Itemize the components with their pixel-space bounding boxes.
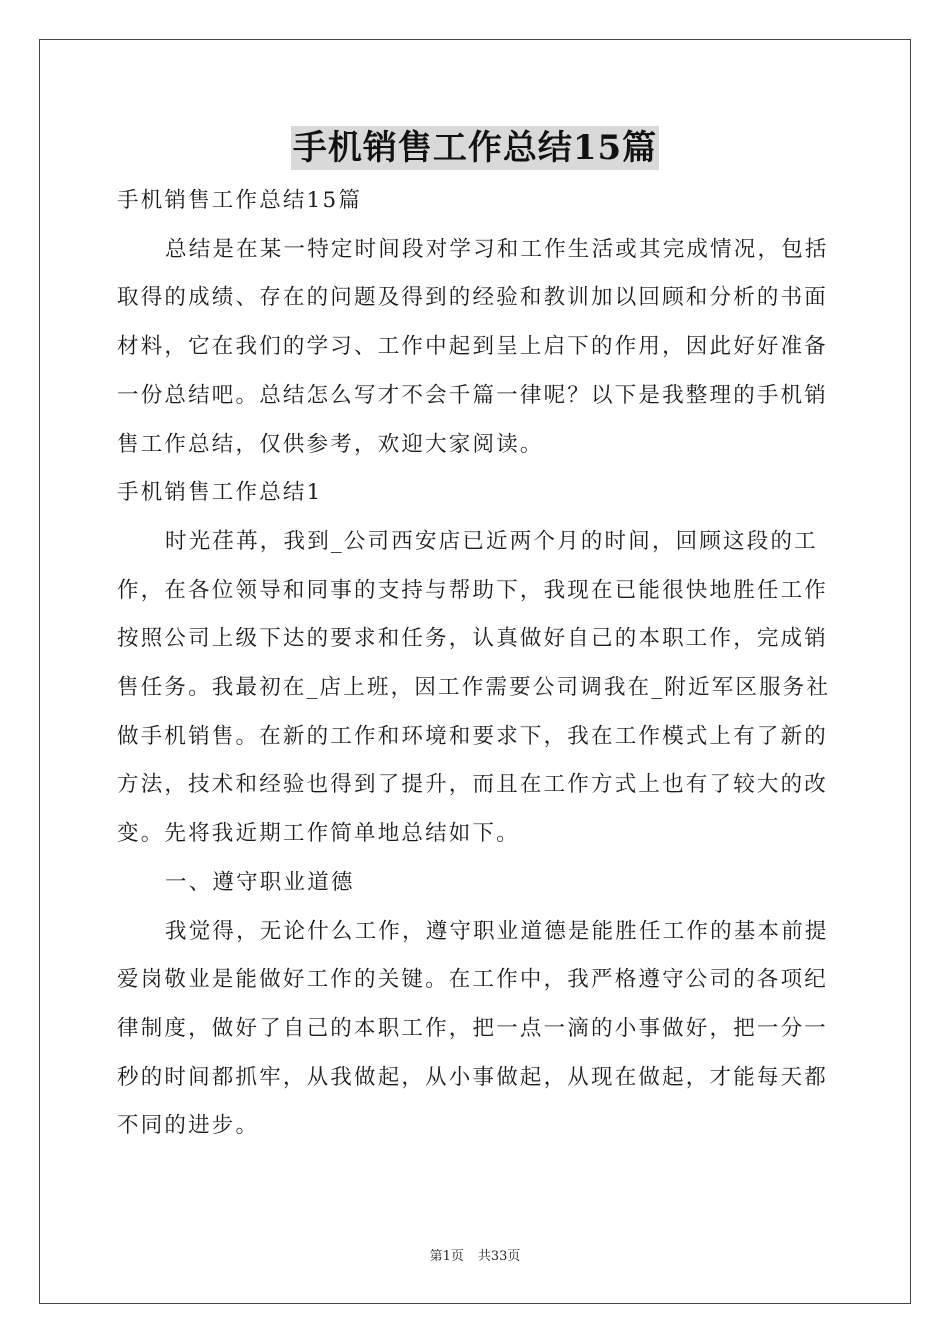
text-line: 手机销售工作总结1 [117, 480, 323, 506]
text-line: 作，在各位领导和同事的支持与帮助下，我现在已能很快地胜任工作 [117, 577, 829, 603]
text-line: 秒的时间都抓牢，从我做起，从小事做起，从现在做起，才能每天都 [117, 1064, 829, 1090]
text-line: 变。先将我近期工作简单地总结如下。 [117, 821, 520, 847]
text-line: 售工作总结，仅供参考，欢迎大家阅读。 [117, 431, 544, 457]
text-line: 时光荏苒，我到_公司西安店已近两个月的时间，回顾这段的工 [165, 528, 818, 554]
page-total: 共33页 [477, 1249, 521, 1264]
text-line: 爱岗敬业是能做好工作的关键。在工作中，我严格遵守公司的各项纪 [117, 967, 829, 993]
page-footer [0, 1248, 950, 1266]
text-line: 取得的成绩、存在的问题及得到的经验和教训加以回顾和分析的书面 [117, 285, 829, 311]
text-line: 材料，它在我们的学习、工作中起到呈上启下的作用，因此好好准备 [117, 334, 829, 360]
text-line: 律制度，做好了自己的本职工作，把一点一滴的小事做好，把一分一 [117, 1015, 829, 1041]
document-body [117, 177, 835, 1151]
text-line: 我觉得，无论什么工作，遵守职业道德是能胜任工作的基本前提 [165, 918, 829, 944]
text-line: 一、遵守职业道德 [165, 869, 355, 895]
text-line: 一份总结吧。总结怎么写才不会千篇一律呢？以下是我整理的手机销 [117, 382, 829, 408]
text-line: 手机销售工作总结15篇 [117, 188, 363, 213]
page-number: 第1页 [429, 1249, 464, 1264]
text-line: 不同的进步。 [117, 1113, 260, 1139]
text-line: 按照公司上级下达的要求和任务，认真做好自己的本职工作，完成销 [117, 626, 829, 652]
title-wrapper [0, 126, 950, 170]
text-line: 做手机销售。在新的工作和环境和要求下，我在工作模式上有了新的 [117, 723, 829, 749]
document-title: 手机销售工作总结15篇 [292, 128, 658, 168]
text-line: 售任务。我最初在_店上班，因工作需要公司调我在_附近军区服务社 [117, 675, 831, 701]
text-line: 方法，技术和经验也得到了提升，而且在工作方式上也有了较大的改 [117, 772, 829, 798]
text-line: 总结是在某一特定时间段对学习和工作生活或其完成情况，包括 [165, 236, 829, 262]
